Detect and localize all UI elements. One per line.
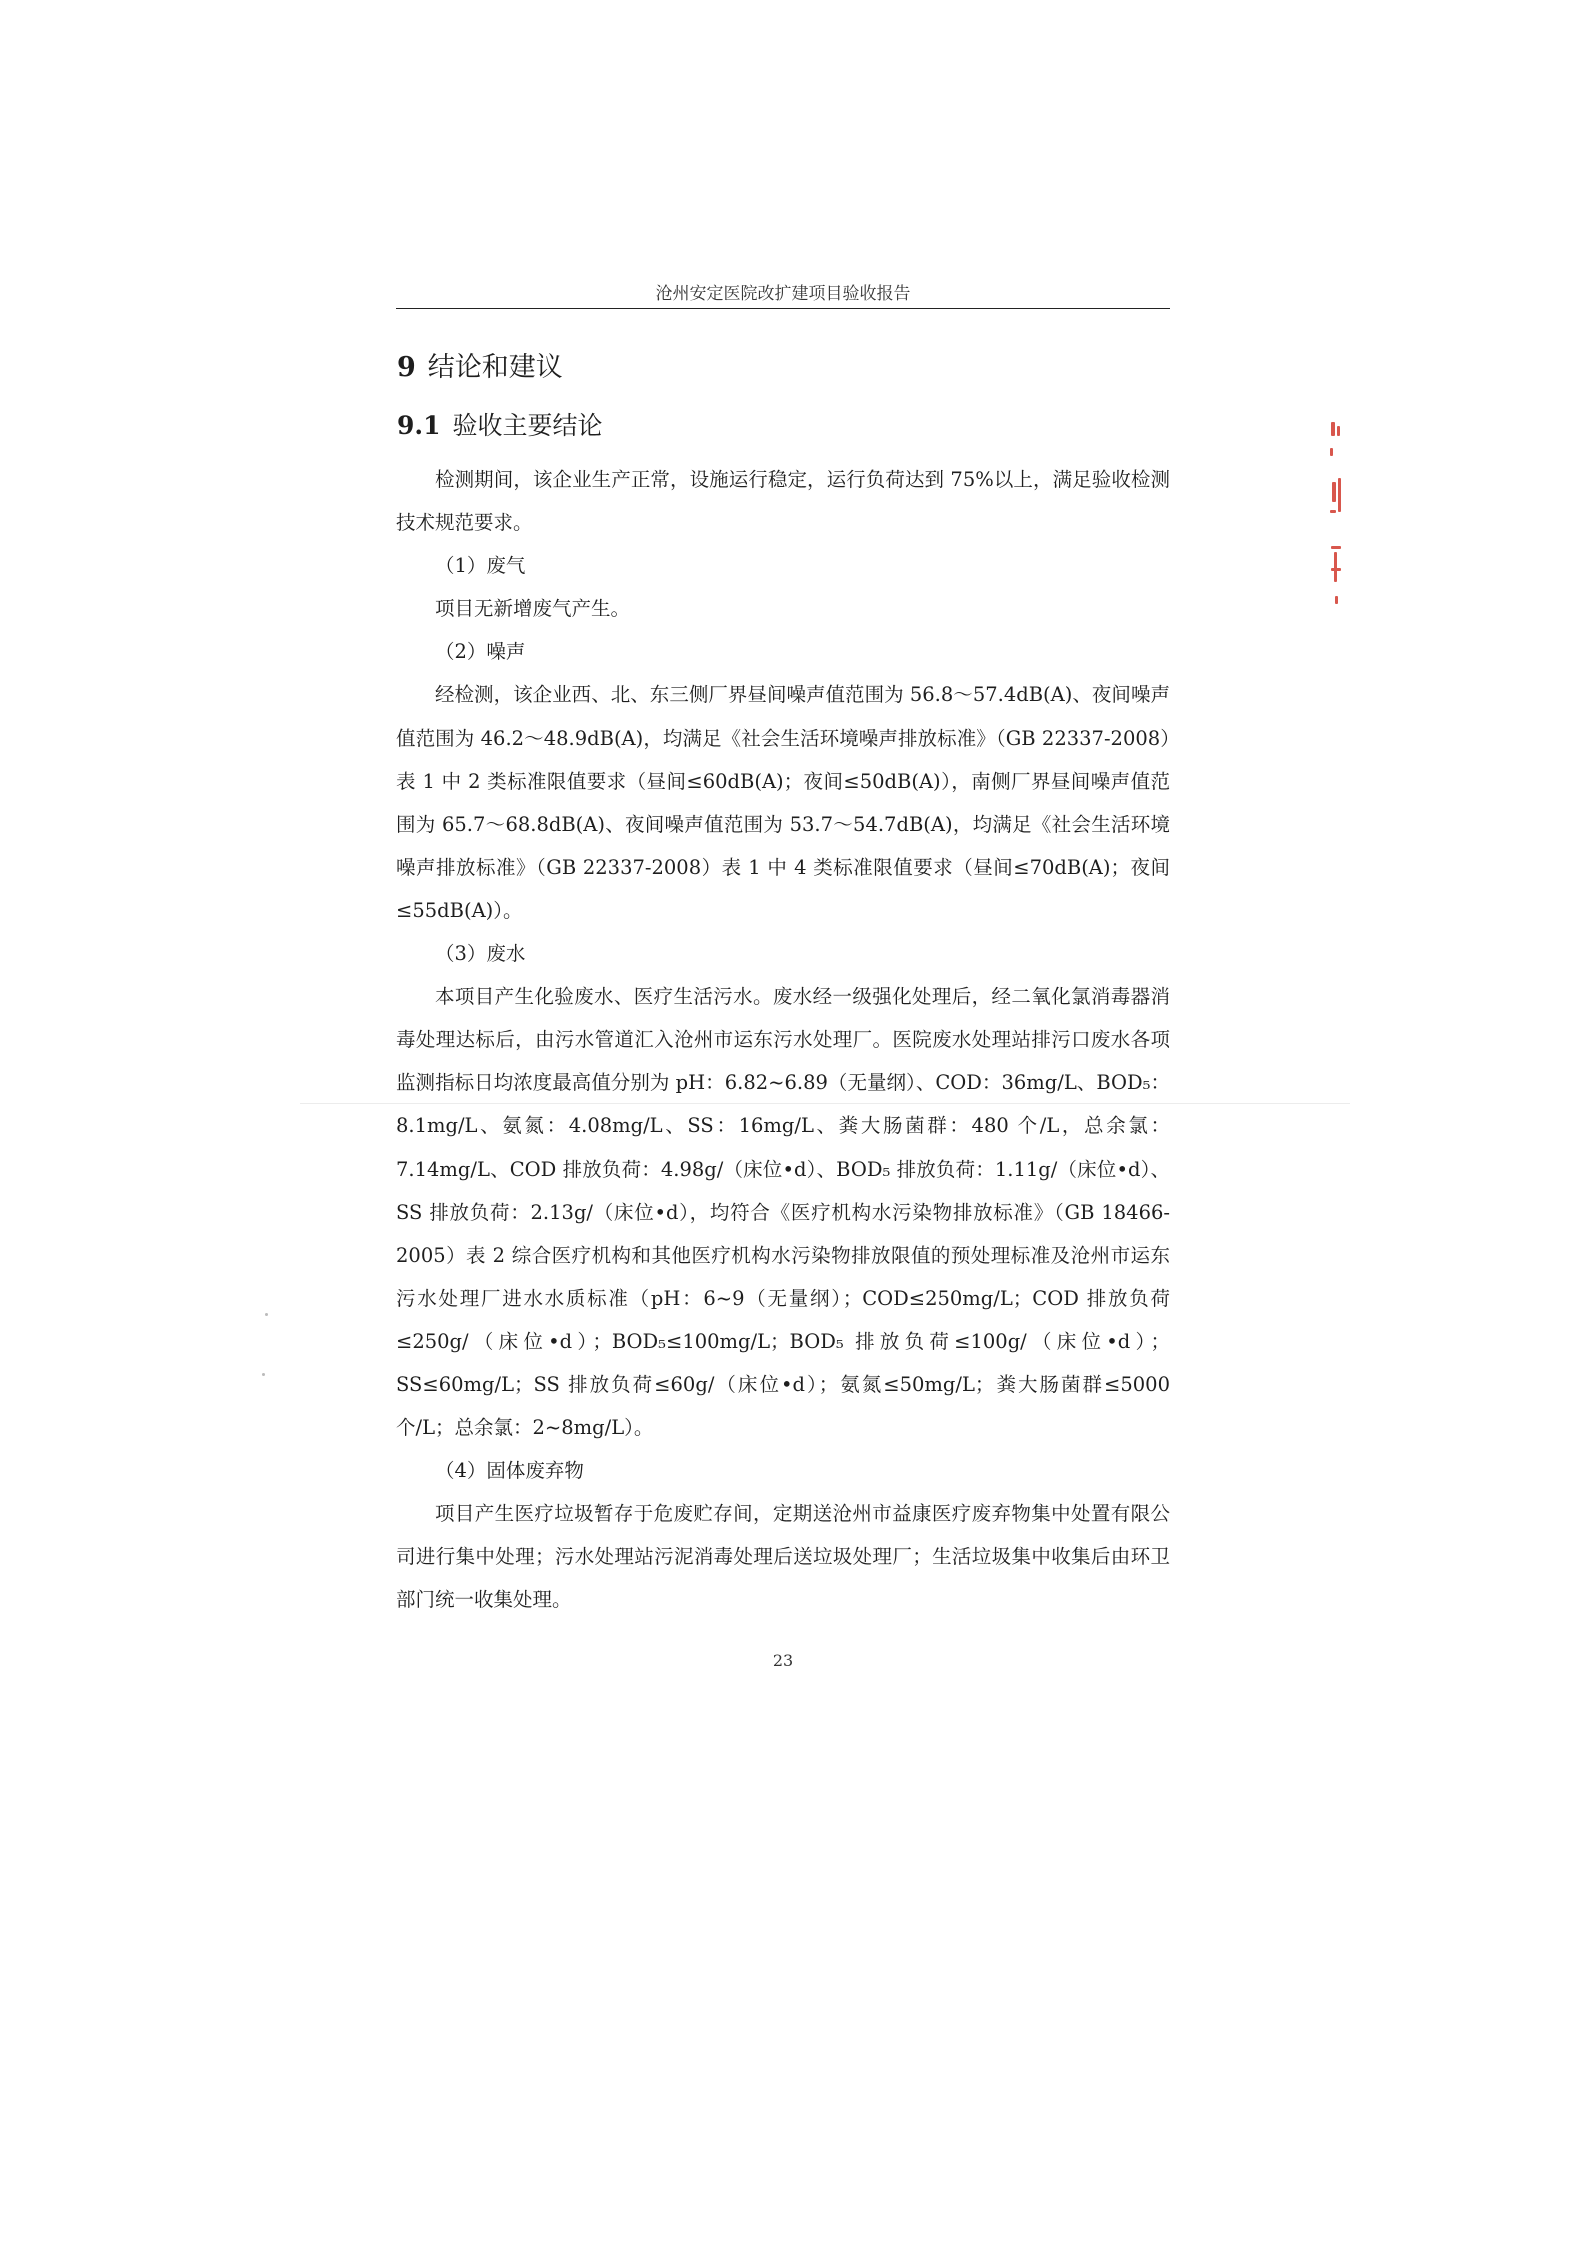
chapter-heading: [397, 350, 563, 386]
scan-artifact-line: [300, 1103, 1350, 1104]
paragraph-wastewater: 本项目产生化验废水、医疗生活污水。废水经一级强化处理后，经二氧化氯消毒器消毒处理达标后，由污水管道汇入沧州市运东污水处理厂。医院废水处理站排污口废水各项监测指标日均浓度最高值分别为 pH：6.82~6.89（无量纲）、COD：36mg/L、BOD₅：8.1mg/L、氨氮：4.08mg/L、SS：16mg/L、粪大肠菌群：480 个/L，总余氯：7.14mg/L、COD 排放负荷：4.98g/（床位•d）、BOD₅ 排放负荷：1.11g/（床位•d）、SS 排放负荷：2.13g/（床位•d），均符合《医疗机构水污染物排放标准》（GB 18466-2005）表 2 综合医疗机构和其他医疗机构水污染物排放限值的预处理标准及沧州市运东污水处理厂进水水质标准（pH：6~9（无量纲）；COD≤250mg/L；COD 排放负荷≤250g/（床位•d）；BOD₅≤100mg/L；BOD₅ 排放负荷≤100g/（床位•d）；SS≤60mg/L；SS 排放负荷≤60g/（床位•d）；氨氮≤50mg/L；粪大肠菌群≤5000 个/L；总余氯：2~8mg/L）。: [396, 985, 1170, 1440]
section-title: 验收主要结论: [452, 411, 603, 440]
header-rule: [396, 308, 1170, 309]
body-text: [396, 458, 1170, 1622]
subheading-waste-gas: （1）废气: [435, 554, 526, 578]
paragraph-waste-gas: 项目无新增废气产生。: [435, 597, 631, 621]
chapter-title: 结论和建议: [427, 352, 563, 383]
subheading-noise: （2）噪声: [435, 640, 526, 664]
chapter-number: 9: [397, 352, 416, 383]
subheading-wastewater: （3）废水: [435, 942, 526, 966]
running-header: 沧州安定医院改扩建项目验收报告: [655, 284, 911, 304]
paragraph-solid-waste: 项目产生医疗垃圾暂存于危废贮存间，定期送沧州市益康医疗废弃物集中处置有限公司进行集中处理；污水处理站污泥消毒处理后送垃圾处理厂；生活垃圾集中收集后由环卫部门统一收集处理。: [396, 1502, 1170, 1612]
section-number: 9.1: [397, 411, 441, 440]
page-number: 23: [772, 1651, 794, 1670]
paragraph-noise: 经检测，该企业西、北、东三侧厂界昼间噪声值范围为 56.8～57.4dB(A)、夜间噪声值范围为 46.2～48.9dB(A)，均满足《社会生活环境噪声排放标准》（GB 22337-2008）表 1 中 2 类标准限值要求（昼间≤60dB(A)；夜间≤50dB(A)），南侧厂界昼间噪声值范围为 65.7～68.8dB(A)、夜间噪声值范围为 53.7～54.7dB(A)，均满足《社会生活环境噪声排放标准》（GB 22337-2008）表 1 中 4 类标准限值要求（昼间≤70dB(A)；夜间≤55dB(A)）。: [396, 683, 1170, 922]
seal-edge-marks: [1325, 420, 1347, 620]
scan-artifact-dot: [265, 1313, 268, 1316]
section-heading: [397, 408, 603, 444]
scan-artifact-dot: [262, 1373, 265, 1376]
paragraph-intro: 检测期间，该企业生产正常，设施运行稳定，运行负荷达到 75%以上，满足验收检测技术规范要求。: [396, 468, 1170, 535]
subheading-solid-waste: （4）固体废弃物: [435, 1459, 584, 1483]
